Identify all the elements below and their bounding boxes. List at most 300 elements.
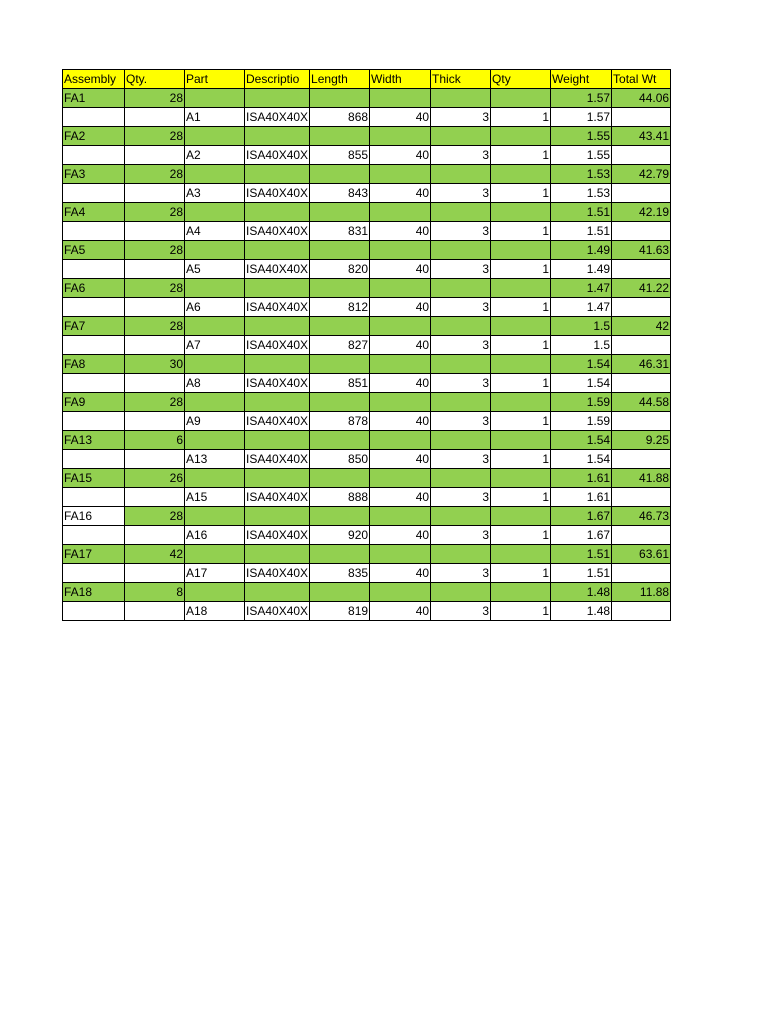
- assembly-qty-cell[interactable]: 28: [125, 317, 185, 336]
- part-qty-cell[interactable]: 1: [491, 108, 551, 127]
- empty-cell[interactable]: [310, 241, 370, 260]
- empty-cell[interactable]: [125, 260, 185, 279]
- thick-cell[interactable]: 3: [431, 488, 491, 507]
- width-cell[interactable]: 40: [370, 374, 431, 393]
- total-weight-cell[interactable]: 44.58: [612, 393, 671, 412]
- empty-cell[interactable]: [491, 583, 551, 602]
- part-weight-cell[interactable]: 1.59: [551, 412, 612, 431]
- empty-cell[interactable]: [431, 127, 491, 146]
- assembly-cell[interactable]: FA17: [63, 545, 125, 564]
- assembly-cell[interactable]: FA9: [63, 393, 125, 412]
- length-cell[interactable]: 835: [310, 564, 370, 583]
- width-cell[interactable]: 40: [370, 526, 431, 545]
- part-cell[interactable]: A2: [185, 146, 245, 165]
- assembly-weight-cell[interactable]: 1.53: [551, 165, 612, 184]
- length-cell[interactable]: 820: [310, 260, 370, 279]
- part-row: [63, 146, 671, 165]
- empty-cell[interactable]: [63, 184, 125, 203]
- total-weight-cell[interactable]: 46.73: [612, 507, 671, 526]
- description-cell[interactable]: ISA40X40X: [245, 222, 310, 241]
- empty-cell[interactable]: [185, 203, 245, 222]
- header-width[interactable]: Width: [370, 70, 431, 89]
- part-row: [63, 184, 671, 203]
- thick-cell[interactable]: 3: [431, 450, 491, 469]
- assembly-qty-cell[interactable]: 26: [125, 469, 185, 488]
- width-cell[interactable]: 40: [370, 336, 431, 355]
- empty-cell[interactable]: [612, 450, 671, 469]
- length-cell[interactable]: 868: [310, 108, 370, 127]
- total-weight-cell[interactable]: 41.88: [612, 469, 671, 488]
- empty-cell[interactable]: [310, 279, 370, 298]
- empty-cell[interactable]: [245, 545, 310, 564]
- part-cell[interactable]: A3: [185, 184, 245, 203]
- width-cell[interactable]: 40: [370, 412, 431, 431]
- assembly-weight-cell[interactable]: 1.55: [551, 127, 612, 146]
- part-qty-cell[interactable]: 1: [491, 374, 551, 393]
- bill-of-materials-table: [62, 69, 671, 621]
- empty-cell[interactable]: [370, 355, 431, 374]
- width-cell[interactable]: 40: [370, 222, 431, 241]
- empty-cell[interactable]: [370, 165, 431, 184]
- empty-cell[interactable]: [310, 317, 370, 336]
- assembly-qty-cell[interactable]: 28: [125, 165, 185, 184]
- assembly-qty-cell[interactable]: 30: [125, 355, 185, 374]
- empty-cell[interactable]: [370, 583, 431, 602]
- part-cell[interactable]: A18: [185, 602, 245, 621]
- assembly-cell[interactable]: FA15: [63, 469, 125, 488]
- length-cell[interactable]: 850: [310, 450, 370, 469]
- width-cell[interactable]: 40: [370, 488, 431, 507]
- thick-cell[interactable]: 3: [431, 564, 491, 583]
- empty-cell[interactable]: [612, 526, 671, 545]
- width-cell[interactable]: 40: [370, 298, 431, 317]
- total-weight-cell[interactable]: 42.79: [612, 165, 671, 184]
- part-row: [63, 336, 671, 355]
- empty-cell[interactable]: [431, 203, 491, 222]
- empty-cell[interactable]: [370, 241, 431, 260]
- empty-cell[interactable]: [370, 279, 431, 298]
- empty-cell[interactable]: [125, 564, 185, 583]
- description-cell[interactable]: ISA40X40X: [245, 298, 310, 317]
- assembly-weight-cell[interactable]: 1.61: [551, 469, 612, 488]
- empty-cell[interactable]: [612, 336, 671, 355]
- part-weight-cell[interactable]: 1.51: [551, 222, 612, 241]
- empty-cell[interactable]: [310, 469, 370, 488]
- empty-cell[interactable]: [491, 241, 551, 260]
- empty-cell[interactable]: [370, 89, 431, 108]
- part-cell[interactable]: A13: [185, 450, 245, 469]
- assembly-cell[interactable]: FA6: [63, 279, 125, 298]
- empty-cell[interactable]: [245, 127, 310, 146]
- empty-cell[interactable]: [245, 203, 310, 222]
- empty-cell[interactable]: [185, 583, 245, 602]
- assembly-qty-cell[interactable]: 28: [125, 393, 185, 412]
- total-weight-cell[interactable]: 41.22: [612, 279, 671, 298]
- length-cell[interactable]: 831: [310, 222, 370, 241]
- empty-cell[interactable]: [370, 317, 431, 336]
- empty-cell[interactable]: [63, 602, 125, 621]
- assembly-qty-cell[interactable]: 6: [125, 431, 185, 450]
- empty-cell[interactable]: [612, 298, 671, 317]
- part-cell[interactable]: A4: [185, 222, 245, 241]
- empty-cell[interactable]: [431, 165, 491, 184]
- assembly-cell[interactable]: FA3: [63, 165, 125, 184]
- assembly-weight-cell[interactable]: 1.48: [551, 583, 612, 602]
- assembly-cell[interactable]: FA16: [63, 507, 125, 526]
- empty-cell[interactable]: [310, 393, 370, 412]
- total-weight-cell[interactable]: 63.61: [612, 545, 671, 564]
- empty-cell[interactable]: [431, 393, 491, 412]
- empty-cell[interactable]: [245, 583, 310, 602]
- empty-cell[interactable]: [185, 545, 245, 564]
- assembly-cell[interactable]: FA18: [63, 583, 125, 602]
- empty-cell[interactable]: [185, 127, 245, 146]
- assembly-qty-cell[interactable]: 28: [125, 127, 185, 146]
- empty-cell[interactable]: [63, 450, 125, 469]
- description-cell[interactable]: ISA40X40X: [245, 184, 310, 203]
- empty-cell[interactable]: [612, 602, 671, 621]
- empty-cell[interactable]: [491, 317, 551, 336]
- empty-cell[interactable]: [63, 108, 125, 127]
- assembly-weight-cell[interactable]: 1.5: [551, 317, 612, 336]
- empty-cell[interactable]: [491, 203, 551, 222]
- empty-cell[interactable]: [63, 488, 125, 507]
- empty-cell[interactable]: [310, 507, 370, 526]
- assembly-weight-cell[interactable]: 1.67: [551, 507, 612, 526]
- length-cell[interactable]: 920: [310, 526, 370, 545]
- length-cell[interactable]: 812: [310, 298, 370, 317]
- empty-cell[interactable]: [431, 355, 491, 374]
- assembly-cell[interactable]: FA13: [63, 431, 125, 450]
- assembly-row: [63, 393, 671, 412]
- assembly-cell[interactable]: FA7: [63, 317, 125, 336]
- total-weight-cell[interactable]: 42: [612, 317, 671, 336]
- empty-cell[interactable]: [245, 469, 310, 488]
- total-weight-cell[interactable]: 11.88: [612, 583, 671, 602]
- description-cell[interactable]: ISA40X40X: [245, 336, 310, 355]
- empty-cell[interactable]: [310, 165, 370, 184]
- part-weight-cell[interactable]: 1.47: [551, 298, 612, 317]
- empty-cell[interactable]: [185, 393, 245, 412]
- thick-cell[interactable]: 3: [431, 184, 491, 203]
- empty-cell[interactable]: [63, 260, 125, 279]
- empty-cell[interactable]: [245, 507, 310, 526]
- assembly-cell[interactable]: FA2: [63, 127, 125, 146]
- part-cell[interactable]: A5: [185, 260, 245, 279]
- description-cell[interactable]: ISA40X40X: [245, 260, 310, 279]
- empty-cell[interactable]: [310, 545, 370, 564]
- total-weight-cell[interactable]: 46.31: [612, 355, 671, 374]
- total-weight-cell[interactable]: 42.19: [612, 203, 671, 222]
- part-cell[interactable]: A16: [185, 526, 245, 545]
- empty-cell[interactable]: [125, 222, 185, 241]
- empty-cell[interactable]: [612, 488, 671, 507]
- part-weight-cell[interactable]: 1.67: [551, 526, 612, 545]
- description-cell[interactable]: ISA40X40X: [245, 146, 310, 165]
- empty-cell[interactable]: [431, 431, 491, 450]
- empty-cell[interactable]: [612, 108, 671, 127]
- part-weight-cell[interactable]: 1.53: [551, 184, 612, 203]
- width-cell[interactable]: 40: [370, 146, 431, 165]
- header-total-wt[interactable]: Total Wt: [612, 70, 671, 89]
- empty-cell[interactable]: [491, 279, 551, 298]
- empty-cell[interactable]: [185, 241, 245, 260]
- assembly-cell[interactable]: FA1: [63, 89, 125, 108]
- empty-cell[interactable]: [370, 127, 431, 146]
- empty-cell[interactable]: [491, 469, 551, 488]
- empty-cell[interactable]: [125, 298, 185, 317]
- empty-cell[interactable]: [245, 355, 310, 374]
- empty-cell[interactable]: [431, 279, 491, 298]
- empty-cell[interactable]: [431, 507, 491, 526]
- part-qty-cell[interactable]: 1: [491, 602, 551, 621]
- part-qty-cell[interactable]: 1: [491, 488, 551, 507]
- assembly-qty-cell[interactable]: 28: [125, 279, 185, 298]
- empty-cell[interactable]: [370, 545, 431, 564]
- part-qty-cell[interactable]: 1: [491, 298, 551, 317]
- empty-cell[interactable]: [491, 393, 551, 412]
- header-thick[interactable]: Thick: [431, 70, 491, 89]
- width-cell[interactable]: 40: [370, 450, 431, 469]
- part-weight-cell[interactable]: 1.54: [551, 450, 612, 469]
- empty-cell[interactable]: [370, 393, 431, 412]
- length-cell[interactable]: 851: [310, 374, 370, 393]
- empty-cell[interactable]: [612, 184, 671, 203]
- empty-cell[interactable]: [245, 317, 310, 336]
- empty-cell[interactable]: [491, 355, 551, 374]
- empty-cell[interactable]: [63, 412, 125, 431]
- part-weight-cell[interactable]: 1.5: [551, 336, 612, 355]
- assembly-row: [63, 165, 671, 184]
- length-cell[interactable]: 888: [310, 488, 370, 507]
- empty-cell[interactable]: [491, 545, 551, 564]
- empty-cell[interactable]: [185, 507, 245, 526]
- empty-cell[interactable]: [63, 146, 125, 165]
- empty-cell[interactable]: [63, 374, 125, 393]
- empty-cell[interactable]: [491, 507, 551, 526]
- part-row: [63, 526, 671, 545]
- empty-cell[interactable]: [370, 507, 431, 526]
- empty-cell[interactable]: [370, 431, 431, 450]
- empty-cell[interactable]: [431, 241, 491, 260]
- thick-cell[interactable]: 3: [431, 602, 491, 621]
- thick-cell[interactable]: 3: [431, 222, 491, 241]
- empty-cell[interactable]: [245, 393, 310, 412]
- assembly-weight-cell[interactable]: 1.54: [551, 431, 612, 450]
- empty-cell[interactable]: [310, 355, 370, 374]
- assembly-row: [63, 355, 671, 374]
- assembly-cell[interactable]: FA5: [63, 241, 125, 260]
- assembly-qty-cell[interactable]: 42: [125, 545, 185, 564]
- thick-cell[interactable]: 3: [431, 146, 491, 165]
- length-cell[interactable]: 827: [310, 336, 370, 355]
- part-qty-cell[interactable]: 1: [491, 146, 551, 165]
- assembly-weight-cell[interactable]: 1.51: [551, 545, 612, 564]
- empty-cell[interactable]: [370, 469, 431, 488]
- part-qty-cell[interactable]: 1: [491, 450, 551, 469]
- header-qty-assembly[interactable]: Qty.: [125, 70, 185, 89]
- part-qty-cell[interactable]: 1: [491, 564, 551, 583]
- header-qty-part[interactable]: Qty: [491, 70, 551, 89]
- empty-cell[interactable]: [185, 317, 245, 336]
- total-weight-cell[interactable]: 43.41: [612, 127, 671, 146]
- header-description[interactable]: Descriptio: [245, 70, 310, 89]
- empty-cell[interactable]: [63, 564, 125, 583]
- empty-cell[interactable]: [125, 336, 185, 355]
- description-cell[interactable]: ISA40X40X: [245, 374, 310, 393]
- thick-cell[interactable]: 3: [431, 108, 491, 127]
- empty-cell[interactable]: [185, 469, 245, 488]
- length-cell[interactable]: 878: [310, 412, 370, 431]
- empty-cell[interactable]: [245, 241, 310, 260]
- description-cell[interactable]: ISA40X40X: [245, 108, 310, 127]
- part-cell[interactable]: A15: [185, 488, 245, 507]
- part-weight-cell[interactable]: 1.48: [551, 602, 612, 621]
- empty-cell[interactable]: [63, 222, 125, 241]
- header-assembly[interactable]: Assembly: [63, 70, 125, 89]
- empty-cell[interactable]: [431, 317, 491, 336]
- length-cell[interactable]: 819: [310, 602, 370, 621]
- part-weight-cell[interactable]: 1.54: [551, 374, 612, 393]
- empty-cell[interactable]: [125, 146, 185, 165]
- thick-cell[interactable]: 3: [431, 374, 491, 393]
- part-row: [63, 374, 671, 393]
- empty-cell[interactable]: [63, 526, 125, 545]
- empty-cell[interactable]: [63, 336, 125, 355]
- empty-cell[interactable]: [612, 412, 671, 431]
- part-qty-cell[interactable]: 1: [491, 336, 551, 355]
- thick-cell[interactable]: 3: [431, 260, 491, 279]
- assembly-qty-cell[interactable]: 28: [125, 507, 185, 526]
- description-cell[interactable]: ISA40X40X: [245, 602, 310, 621]
- width-cell[interactable]: 40: [370, 108, 431, 127]
- total-weight-cell[interactable]: 9.25: [612, 431, 671, 450]
- part-cell[interactable]: A17: [185, 564, 245, 583]
- total-weight-cell[interactable]: 44.06: [612, 89, 671, 108]
- empty-cell[interactable]: [125, 450, 185, 469]
- assembly-weight-cell[interactable]: 1.57: [551, 89, 612, 108]
- empty-cell[interactable]: [245, 89, 310, 108]
- empty-cell[interactable]: [431, 545, 491, 564]
- width-cell[interactable]: 40: [370, 260, 431, 279]
- description-cell[interactable]: ISA40X40X: [245, 564, 310, 583]
- width-cell[interactable]: 40: [370, 602, 431, 621]
- part-qty-cell[interactable]: 1: [491, 412, 551, 431]
- part-weight-cell[interactable]: 1.51: [551, 564, 612, 583]
- empty-cell[interactable]: [125, 488, 185, 507]
- part-qty-cell[interactable]: 1: [491, 526, 551, 545]
- part-weight-cell[interactable]: 1.49: [551, 260, 612, 279]
- description-cell[interactable]: ISA40X40X: [245, 412, 310, 431]
- width-cell[interactable]: 40: [370, 184, 431, 203]
- part-weight-cell[interactable]: 1.57: [551, 108, 612, 127]
- assembly-qty-cell[interactable]: 28: [125, 203, 185, 222]
- total-weight-cell[interactable]: 41.63: [612, 241, 671, 260]
- empty-cell[interactable]: [125, 184, 185, 203]
- length-cell[interactable]: 843: [310, 184, 370, 203]
- description-cell[interactable]: ISA40X40X: [245, 526, 310, 545]
- empty-cell[interactable]: [125, 374, 185, 393]
- empty-cell[interactable]: [63, 298, 125, 317]
- empty-cell[interactable]: [612, 374, 671, 393]
- thick-cell[interactable]: 3: [431, 298, 491, 317]
- empty-cell[interactable]: [491, 89, 551, 108]
- part-cell[interactable]: A8: [185, 374, 245, 393]
- assembly-cell[interactable]: FA8: [63, 355, 125, 374]
- empty-cell[interactable]: [125, 108, 185, 127]
- empty-cell[interactable]: [310, 583, 370, 602]
- empty-cell[interactable]: [431, 89, 491, 108]
- part-qty-cell[interactable]: 1: [491, 260, 551, 279]
- empty-cell[interactable]: [612, 222, 671, 241]
- assembly-weight-cell[interactable]: 1.47: [551, 279, 612, 298]
- empty-cell[interactable]: [185, 165, 245, 184]
- assembly-qty-cell[interactable]: 28: [125, 89, 185, 108]
- empty-cell[interactable]: [185, 355, 245, 374]
- thick-cell[interactable]: 3: [431, 526, 491, 545]
- empty-cell[interactable]: [491, 165, 551, 184]
- thick-cell[interactable]: 3: [431, 336, 491, 355]
- assembly-weight-cell[interactable]: 1.59: [551, 393, 612, 412]
- part-cell[interactable]: A7: [185, 336, 245, 355]
- assembly-cell[interactable]: FA4: [63, 203, 125, 222]
- empty-cell[interactable]: [431, 583, 491, 602]
- empty-cell[interactable]: [185, 89, 245, 108]
- empty-cell[interactable]: [310, 127, 370, 146]
- assembly-weight-cell[interactable]: 1.51: [551, 203, 612, 222]
- empty-cell[interactable]: [185, 431, 245, 450]
- length-cell[interactable]: 855: [310, 146, 370, 165]
- header-length[interactable]: Length: [310, 70, 370, 89]
- assembly-weight-cell[interactable]: 1.54: [551, 355, 612, 374]
- part-qty-cell[interactable]: 1: [491, 222, 551, 241]
- part-cell[interactable]: A1: [185, 108, 245, 127]
- empty-cell[interactable]: [612, 564, 671, 583]
- empty-cell[interactable]: [612, 260, 671, 279]
- part-qty-cell[interactable]: 1: [491, 184, 551, 203]
- assembly-row: [63, 203, 671, 222]
- part-cell[interactable]: A6: [185, 298, 245, 317]
- part-cell[interactable]: A9: [185, 412, 245, 431]
- empty-cell[interactable]: [245, 165, 310, 184]
- empty-cell[interactable]: [310, 431, 370, 450]
- empty-cell[interactable]: [491, 127, 551, 146]
- part-weight-cell[interactable]: 1.61: [551, 488, 612, 507]
- empty-cell[interactable]: [431, 469, 491, 488]
- thick-cell[interactable]: 3: [431, 412, 491, 431]
- empty-cell[interactable]: [185, 279, 245, 298]
- description-cell[interactable]: ISA40X40X: [245, 488, 310, 507]
- empty-cell[interactable]: [310, 203, 370, 222]
- header-weight[interactable]: Weight: [551, 70, 612, 89]
- header-part[interactable]: Part: [185, 70, 245, 89]
- empty-cell[interactable]: [125, 602, 185, 621]
- assembly-weight-cell[interactable]: 1.49: [551, 241, 612, 260]
- description-cell[interactable]: ISA40X40X: [245, 450, 310, 469]
- width-cell[interactable]: 40: [370, 564, 431, 583]
- part-weight-cell[interactable]: 1.55: [551, 146, 612, 165]
- empty-cell[interactable]: [370, 203, 431, 222]
- empty-cell[interactable]: [612, 146, 671, 165]
- assembly-qty-cell[interactable]: 28: [125, 241, 185, 260]
- empty-cell[interactable]: [310, 89, 370, 108]
- empty-cell[interactable]: [491, 431, 551, 450]
- empty-cell[interactable]: [125, 526, 185, 545]
- empty-cell[interactable]: [245, 279, 310, 298]
- assembly-qty-cell[interactable]: 8: [125, 583, 185, 602]
- empty-cell[interactable]: [245, 431, 310, 450]
- empty-cell[interactable]: [125, 412, 185, 431]
